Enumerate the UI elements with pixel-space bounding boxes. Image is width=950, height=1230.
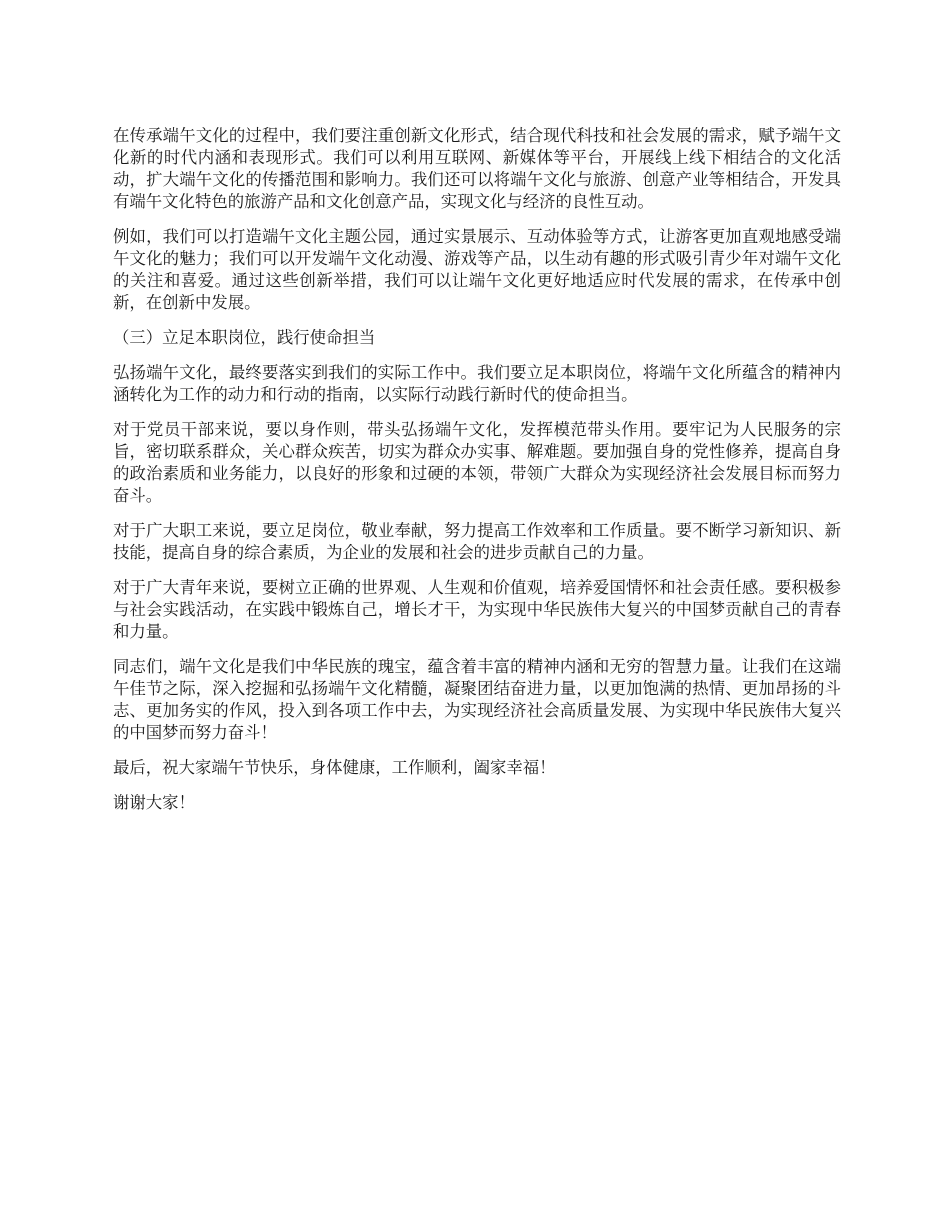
paragraph-youth: 对于广大青年来说，要树立正确的世界观、人生观和价值观，培养爱国情怀和社会责任感。要积极参与社会实践活动，在实践中锻炼自己，增长才干，为实现中华民族伟大复兴的中国梦贡献自己的青春和力量。 — [113, 578, 841, 641]
paragraph-workers: 对于广大职工来说，要立足岗位，敬业奉献，努力提高工作效率和工作质量。要不断学习新知识、新技能，提高自身的综合素质，为企业的发展和社会的进步贡献自己的力量。 — [113, 521, 841, 562]
paragraph-innovation: 在传承端午文化的过程中，我们要注重创新文化形式，结合现代科技和社会发展的需求，赋予端午文化新的时代内涵和表现形式。我们可以利用互联网、新媒体等平台，开展线上线下相结合的文化活动，扩大端午文化的传播范围和影响力。我们还可以将端午文化与旅游、创意产业等相结合，开发具有端午文化特色的旅游产品和文化创意产品，实现文化与经济的良性互动。 — [113, 126, 841, 211]
paragraph-wishes: 最后，祝大家端午节快乐，身体健康，工作顺利，阖家幸福！ — [113, 758, 556, 777]
section-heading-3: （三）立足本职岗位，践行使命担当 — [113, 328, 376, 347]
paragraph-cadres: 对于党员干部来说，要以身作则，带头弘扬端午文化，发挥模范带头作用。要牢记为人民服务的宗旨，密切联系群众，关心群众疾苦，切实为群众办实事、解难题。要加强自身的党性修养，提高自身的政治素质和业务能力，以良好的形象和过硬的本领，带领广大群众为实现经济社会发展目标而努力奋斗。 — [113, 420, 841, 505]
paragraph-work: 弘扬端午文化，最终要落实到我们的实际工作中。我们要立足本职岗位，将端午文化所蕴含的精神内涵转化为工作的动力和行动的指南，以实际行动践行新时代的使命担当。 — [113, 363, 841, 404]
paragraph-examples: 例如，我们可以打造端午文化主题公园，通过实景展示、互动体验等方式，让游客更加直观地感受端午文化的魅力；我们可以开发端午文化动漫、游戏等产品，以生动有趣的形式吸引青少年对端午文化的关注和喜爱。通过这些创新举措，我们可以让端午文化更好地适应时代发展的需求，在传承中创新，在创新中发展。 — [113, 227, 841, 312]
document-page — [113, 125, 841, 827]
paragraph-thanks: 谢谢大家！ — [113, 793, 195, 812]
paragraph-comrades: 同志们，端午文化是我们中华民族的瑰宝，蕴含着丰富的精神内涵和无穷的智慧力量。让我们在这端午佳节之际，深入挖掘和弘扬端午文化精髓，凝聚团结奋进力量，以更加饱满的热情、更加昂扬的斗志、更加务实的作风，投入到各项工作中去，为实现经济社会高质量发展、为实现中华民族伟大复兴的中国梦而努力奋斗！ — [113, 657, 841, 742]
